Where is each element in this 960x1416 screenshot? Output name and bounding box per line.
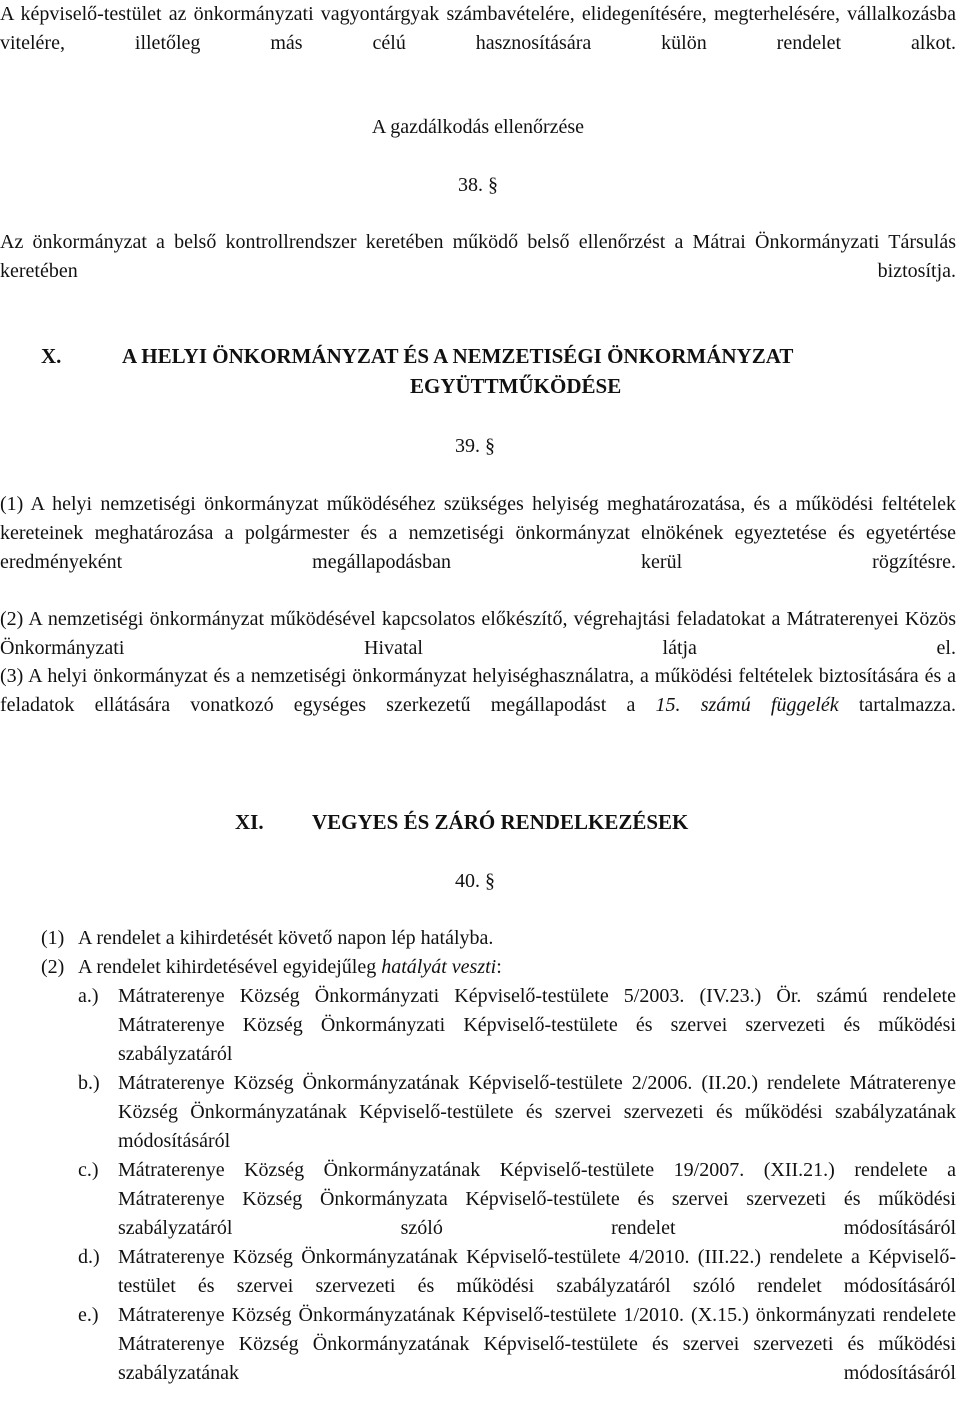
chapter-x-number: X. <box>41 344 62 368</box>
chapter-x-title-line1: A HELYI ÖNKORMÁNYZAT ÉS A NEMZETISÉGI ÖNKORMÁNYZAT <box>122 344 794 368</box>
sub-item-e <box>0 1301 956 1388</box>
sub-item-label: c.) <box>78 1159 99 1181</box>
paragraph-39-2: (2) A nemzetiségi önkormányzat működésével kapcsolatos előkészítő, végrehajtási feladatokat a Mátraterenyei Közös Önkormányzati Hivatal látja el. <box>0 608 956 659</box>
sub-item-b <box>0 1069 956 1156</box>
paragraph-number-40: 40. § <box>455 870 495 892</box>
sub-item-label: e.) <box>78 1304 99 1326</box>
sub-item-label: a.) <box>78 985 99 1007</box>
paragraph-38-text: Az önkormányzat a belső kontrollrendszer keretében működő belső ellenőrzést a Mátrai Önkormányzati Társulás keretében biztosítja. <box>0 231 956 282</box>
appendix-reference: 15. számú függelék <box>655 694 839 716</box>
paragraph-number-38: 38. § <box>458 174 498 196</box>
sub-item-a <box>0 982 956 1069</box>
intro-paragraph: A képviselő-testület az önkormányzati vagyontárgyak számbavételére, elidegenítésére, megterhelésére, vállalkozásba vitelére, illetőleg más célú hasznosítására külön rendelet alkot. <box>0 3 956 54</box>
paragraph-39-1: (1) A helyi nemzetiségi önkormányzat működéséhez szükséges helyiség meghatározatása, és a működési feltételek kereteinek meghatározása a polgármester és a nemzetiségi önkormányzat elnökének egyeztetése és egyetértése eredményeként megállapodásban kerül rögzítésre. <box>0 493 956 573</box>
sub-item-text: Mátraterenye Község Önkormányzatának Képviselő-testülete 1/2010. (X.15.) önkormányzati rendelete Mátraterenye Község Önkormányzatának Képviselő-testülete és szervei szervezeti és működési szabályzatának módosításáról <box>118 1304 956 1384</box>
section-title-gazdalkodas: A gazdálkodás ellenőrzése <box>371 116 585 138</box>
sub-item-label: d.) <box>78 1246 100 1268</box>
chapter-xi-title: VEGYES ÉS ZÁRÓ RENDELKEZÉSEK <box>312 810 689 834</box>
sub-item-c <box>0 1156 956 1243</box>
paragraph-39-3: (3) A helyi önkormányzat és a nemzetiségi önkormányzat helyiséghasználatra, a működési feltételek biztosítására és a feladatok ellátására vonatkozó egységes szerkezetű megállapodást a 15. számú függelék tartalmazza. <box>0 665 956 716</box>
list-item <box>0 953 956 982</box>
sub-item-d <box>0 1243 956 1301</box>
paragraph-number-39: 39. § <box>455 435 495 457</box>
chapter-x-title-line2: EGYÜTTMŰKÖDÉSE <box>410 374 622 398</box>
chapter-xi-number: XI. <box>235 810 264 834</box>
paragraph-40-list <box>0 924 956 1388</box>
item-text: A rendelet kihirdetésével egyidejűleg hatályát veszti: <box>78 956 502 978</box>
list-item <box>0 924 956 953</box>
sub-item-label: b.) <box>78 1072 100 1094</box>
sub-item-text: Mátraterenye Község Önkormányzatának Képviselő-testülete 2/2006. (II.20.) rendelete Mátraterenye Község Önkormányzatának Képviselő-testülete és szervei szervezeti és működési szabályzatának módosításáról <box>118 1072 956 1152</box>
item-number: (1) <box>41 927 65 949</box>
item-text: A rendelet a kihirdetését követő napon lép hatályba. <box>78 927 494 949</box>
sub-item-text: Mátraterenye Község Önkormányzati Képviselő-testülete 5/2003. (IV.23.) Ör. számú rendelete Mátraterenye Község Önkormányzati Képviselő-testülete és szervei szervezeti és működési szabályzatáról <box>118 985 956 1065</box>
sub-item-text: Mátraterenye Község Önkormányzatának Képviselő-testülete 19/2007. (XII.21.) rendelete a Mátraterenye Község Önkormányzata Képviselő-testülete és szervei szervezeti és működési szabályzatáról szóló rendelet módosításáról <box>118 1159 956 1239</box>
sub-item-text: Mátraterenye Község Önkormányzatának Képviselő-testülete 4/2010. (III.22.) rendelete a Képviselő-testület és szervei szervezeti és működési szabályzatáról szóló rendelet módosításáról <box>118 1246 956 1297</box>
item-number: (2) <box>41 956 65 978</box>
